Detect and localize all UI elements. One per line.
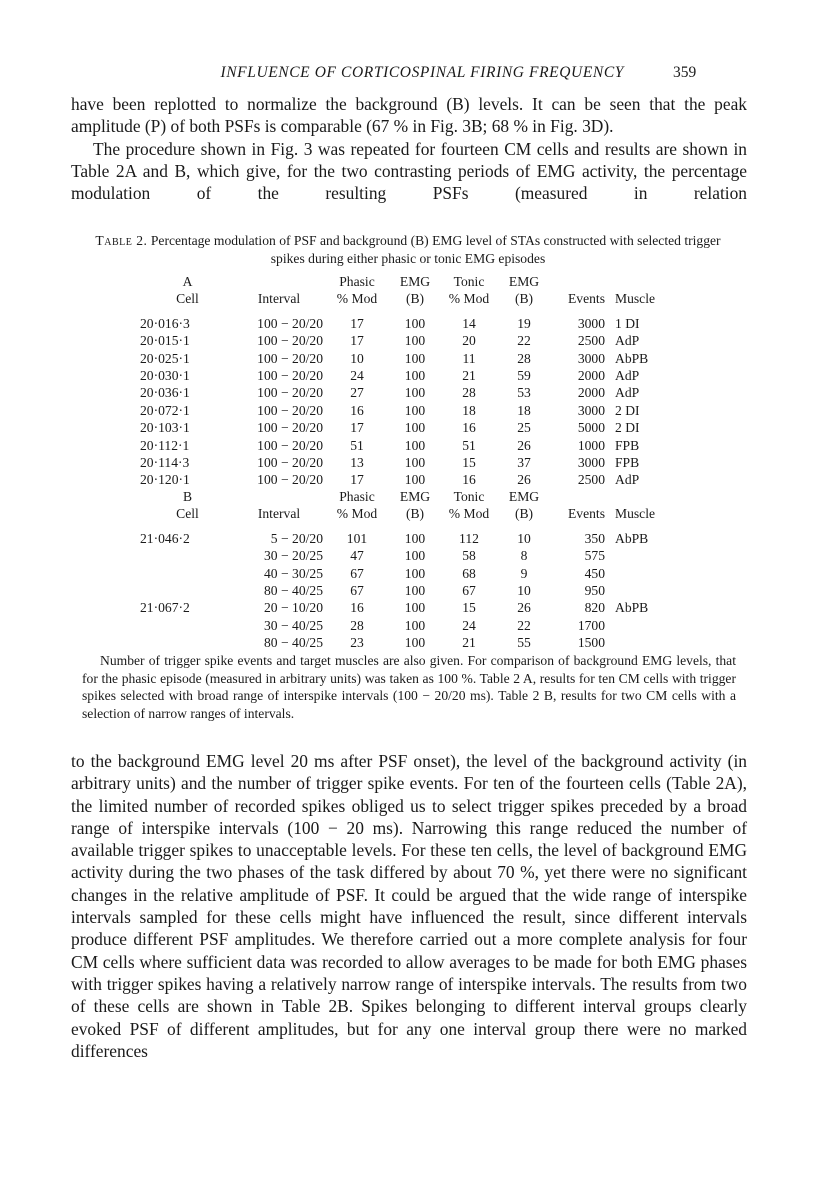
muscle: AbPB [615,350,649,366]
tonic-emg-b: 8 [520,548,528,564]
phasic-mod: 67 [350,565,364,581]
col-header-phasic: Phasic [339,274,375,289]
interval: 100 − 20/20 [257,368,323,384]
cell-id [140,547,235,564]
muscle [605,617,685,634]
table-caption [80,232,736,268]
table-row [140,367,685,384]
muscle [605,547,685,564]
running-head: INFLUENCE OF CORTICOSPINAL FIRING FREQUENCY [220,64,624,81]
interval: 100 − 20/20 [257,350,323,366]
phasic-mod: 101 [346,530,368,546]
table-b-body [140,530,685,652]
phasic-mod: 23 [350,635,364,651]
tonic-mod: 58 [462,548,476,564]
muscle: AdP [615,333,640,349]
tonic-mod: 68 [462,565,476,581]
phasic-emg-b: 100 [404,385,426,401]
tonic-emg-b: 22 [517,617,531,633]
muscle: 2 DI [615,420,640,436]
interval: 20 − 10/20 [263,600,323,616]
col-header-emg-b: (B) [405,506,425,522]
bottom-text-block [71,750,747,1062]
cell-id: 20·036·1 [140,385,190,401]
phasic-mod: 28 [350,617,364,633]
col-header-events: Events [568,291,605,307]
phasic-mod: 51 [350,437,364,453]
phasic-emg-b: 100 [404,635,426,651]
events: 2000 [577,368,605,384]
paragraph-continued: have been replotted to normalize the background (B) levels. It can be seen that the peak amplitude (P) of both PSFs is comparable (67 % in Fig. 3B; 68 % in Fig. 3D). [71,94,747,137]
table-row [140,315,685,332]
table-row [140,547,685,564]
table-label: Table 2. [95,233,148,248]
table-row [140,384,685,401]
col-header-muscle: Muscle [615,291,656,307]
cell-id: 20·112·1 [140,437,190,453]
phasic-mod: 10 [350,350,364,366]
events: 820 [584,600,605,616]
cell-id [140,582,235,599]
page-number: 359 [673,64,697,81]
table-row [140,530,685,547]
interval: 100 − 20/20 [257,402,323,418]
tonic-emg-b: 28 [517,350,531,366]
events: 3000 [577,315,605,331]
table-row [140,350,685,367]
events: 1500 [577,635,605,651]
cell-id: 20·025·1 [140,350,190,366]
table-a-body [140,315,685,489]
events: 1000 [577,437,605,453]
col-header-tonic-mod: % Mod [448,291,490,307]
cell-id: 21·046·2 [140,530,190,546]
phasic-emg-b: 100 [404,437,426,453]
phasic-emg-b: 100 [404,617,426,633]
muscle: 2 DI [615,402,640,418]
phasic-mod: 67 [350,583,364,599]
tonic-mod: 14 [462,315,476,331]
tonic-mod: 15 [462,600,476,616]
cell-id: 20·015·1 [140,333,190,349]
phasic-mod: 17 [350,472,364,488]
col-header-interval: Interval [257,506,301,522]
tonic-mod: 18 [462,402,476,418]
tonic-emg-b: 53 [517,385,531,401]
col-header-emg-b: (B) [514,291,534,307]
tonic-emg-b: 37 [517,455,531,471]
col-header-emg-b: (B) [405,291,425,307]
col-header-phasic-mod: % Mod [336,506,378,522]
col-header-tonic: Tonic [453,489,485,504]
col-header-tonic: Tonic [453,274,485,289]
table-title: Percentage modulation of PSF and background (B) EMG level of STAs constructed with selected trigger spikes during either phasic or tonic EMG episodes [150,233,721,266]
events: 5000 [577,420,605,436]
muscle [605,582,685,599]
phasic-emg-b: 100 [404,455,426,471]
tonic-mod: 16 [462,472,476,488]
paragraph-results: to the background EMG level 20 ms after PSF onset), the level of the background activity (in arbitrary units) and the number of trigger spike events. For ten of the fourteen cells (Table 2A), the limited number of recorded spikes obliged us to select trigger spikes preceded by a broad range of interspike intervals (100 − 20 ms). Narrowing this range reduced the number of available trigger spikes to unacceptable levels. For these ten cells, the level of background EMG activity during the two phases of the task differed by about 70 %, yet there were no significant changes in the relative amplitude of PSF. It could be argued that the wide range of interspike intervals sampled for these cells might have influenced the result, since different intervals produce different PSF amplitudes. We therefore carried out a more complete analysis for four CM cells where sufficient data was recorded to allow averages to be made for both EMG phases with trigger spikes having a relatively narrow range of interspike intervals. The results from two of these cells are shown in Table 2B. Spikes belonging to different interval groups clearly evoked PSF of different amplitudes, but for any one interval group there were no marked differences [71,751,747,1061]
tonic-emg-b: 26 [517,437,531,453]
tonic-mod: 28 [462,385,476,401]
interval: 40 − 30/25 [263,565,323,581]
tonic-mod: 112 [459,530,479,546]
col-header-emg: EMG [399,274,431,289]
phasic-emg-b: 100 [404,333,426,349]
phasic-mod: 47 [350,548,364,564]
events: 3000 [577,350,605,366]
tonic-mod: 11 [462,350,476,366]
col-header-cell: Cell [176,291,199,307]
table-section-b [140,488,685,652]
interval: 100 − 20/20 [257,472,323,488]
col-header-phasic: Phasic [339,489,375,504]
table-header-row-bottom [140,290,685,307]
interval: 100 − 20/20 [257,437,323,453]
table-header-row-top [140,273,685,290]
interval: 80 − 40/25 [263,583,323,599]
events: 3000 [577,455,605,471]
interval: 100 − 20/20 [257,420,323,436]
interval: 30 − 40/25 [263,617,323,633]
phasic-emg-b: 100 [404,402,426,418]
tonic-mod: 20 [462,333,476,349]
cell-id [140,617,235,634]
phasic-emg-b: 100 [404,565,426,581]
top-text-block [71,93,747,204]
tonic-emg-b: 26 [517,472,531,488]
table-row [140,599,685,616]
muscle: AdP [615,368,640,384]
cell-id: 20·016·3 [140,315,190,331]
tonic-emg-b: 9 [520,565,528,581]
muscle [605,634,685,651]
table-header-row-top [140,488,685,505]
table-row [140,617,685,634]
tonic-mod: 51 [462,437,476,453]
cell-id: 20·030·1 [140,368,190,384]
tonic-emg-b: 10 [517,530,531,546]
muscle: FPB [615,437,640,453]
table-header-row-bottom [140,505,685,522]
interval: 5 − 20/20 [270,530,323,546]
phasic-mod: 13 [350,455,364,471]
tonic-mod: 16 [462,420,476,436]
interval: 100 − 20/20 [257,455,323,471]
muscle: AbPB [615,530,649,546]
section-label-b: B [182,489,193,504]
col-header-tonic-mod: % Mod [448,506,490,522]
events: 2000 [577,385,605,401]
interval: 100 − 20/20 [257,333,323,349]
paragraph-procedure: The procedure shown in Fig. 3 was repeated for fourteen CM cells and results are shown in Table 2A and B, which give, for the two contrasting periods of EMG activity, the percentage modulation of the resulting PSFs (measured in relation [71,138,747,204]
events: 2500 [577,472,605,488]
phasic-emg-b: 100 [404,368,426,384]
cell-id [140,565,235,582]
table-footnote [82,652,736,722]
col-header-cell: Cell [176,506,199,522]
tonic-mod: 21 [462,368,476,384]
table-row [140,332,685,349]
tonic-emg-b: 25 [517,420,531,436]
tonic-emg-b: 18 [517,402,531,418]
phasic-emg-b: 100 [404,600,426,616]
tonic-mod: 24 [462,617,476,633]
phasic-emg-b: 100 [404,583,426,599]
phasic-mod: 17 [350,420,364,436]
col-header-events: Events [568,506,605,522]
phasic-mod: 16 [350,600,364,616]
interval: 100 − 20/20 [257,315,323,331]
table-row [140,419,685,436]
cell-id: 20·103·1 [140,420,190,436]
phasic-mod: 24 [350,368,364,384]
events: 350 [584,530,605,546]
tonic-emg-b: 19 [517,315,531,331]
muscle: 1 DI [615,315,640,331]
tonic-mod: 15 [462,455,476,471]
table-row [140,582,685,599]
interval: 30 − 20/25 [263,548,323,564]
muscle: AdP [615,385,640,401]
cell-id: 21·067·2 [140,600,190,616]
table-row [140,471,685,488]
cell-id [140,634,235,651]
cell-id: 20·072·1 [140,402,190,418]
tonic-mod: 21 [462,635,476,651]
phasic-emg-b: 100 [404,548,426,564]
col-header-phasic-mod: % Mod [336,291,378,307]
phasic-emg-b: 100 [404,350,426,366]
phasic-emg-b: 100 [404,315,426,331]
muscle [605,565,685,582]
events: 575 [584,548,605,564]
col-header-emg: EMG [508,274,540,289]
section-label-a: A [182,274,193,289]
phasic-emg-b: 100 [404,472,426,488]
events: 3000 [577,402,605,418]
events: 2500 [577,333,605,349]
phasic-emg-b: 100 [404,420,426,436]
tonic-emg-b: 59 [517,368,531,384]
muscle: AbPB [615,600,649,616]
table-section-a [140,273,685,489]
cell-id: 20·114·3 [140,455,190,471]
muscle: FPB [615,455,640,471]
tonic-emg-b: 22 [517,333,531,349]
phasic-mod: 17 [350,333,364,349]
muscle: AdP [615,472,640,488]
tonic-emg-b: 10 [517,583,531,599]
phasic-mod: 17 [350,315,364,331]
table-row [140,402,685,419]
col-header-emg-b: (B) [514,506,534,522]
events: 1700 [577,617,605,633]
tonic-mod: 67 [462,583,476,599]
events: 950 [584,583,605,599]
interval: 100 − 20/20 [257,385,323,401]
tonic-emg-b: 26 [517,600,531,616]
phasic-mod: 27 [350,385,364,401]
events: 450 [584,565,605,581]
table-note-text: Number of trigger spike events and target muscles are also given. For comparison of background EMG levels, that for the phasic episode (measured in arbitrary units) was taken as 100 %. Table 2 A, results for ten CM cells with trigger spikes selected with broad range of interspike intervals (100 − 20/20 ms). Table 2 B, results for two CM cells with a selection of narrow ranges of intervals. [82,653,736,721]
col-header-muscle: Muscle [615,506,656,522]
phasic-emg-b: 100 [404,530,426,546]
table-row [140,565,685,582]
phasic-mod: 16 [350,402,364,418]
table-row [140,437,685,454]
col-header-interval: Interval [257,291,301,307]
cell-id: 20·120·1 [140,472,190,488]
col-header-emg: EMG [508,489,540,504]
table-row [140,454,685,471]
table-row [140,634,685,651]
col-header-emg: EMG [399,489,431,504]
interval: 80 − 40/25 [263,635,323,651]
tonic-emg-b: 55 [517,635,531,651]
